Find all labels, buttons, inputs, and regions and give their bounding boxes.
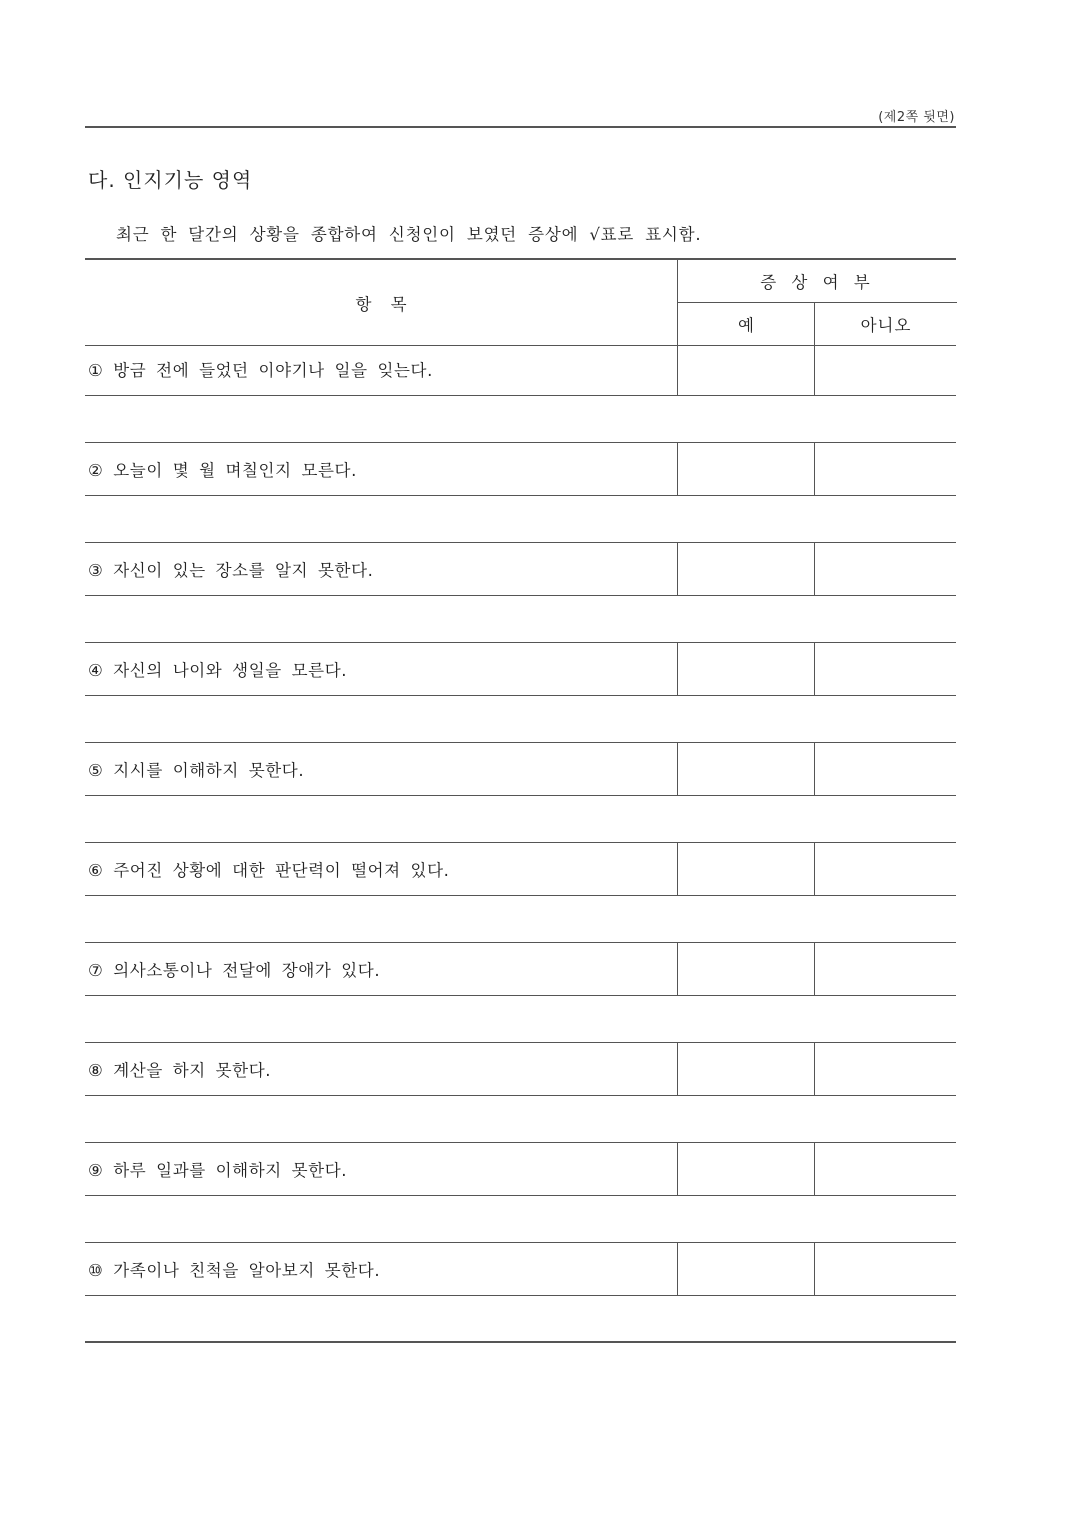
yes-checkbox-cell[interactable] <box>677 743 815 795</box>
checklist-row <box>85 1042 956 1096</box>
no-checkbox-cell[interactable] <box>814 643 956 695</box>
page-label: (제2쪽 뒷면) <box>878 110 955 125</box>
header-symptom: 증 상 여 부 <box>678 260 957 303</box>
no-checkbox-cell[interactable] <box>814 743 956 795</box>
section-title: 다. 인지기능 영역 <box>88 168 253 192</box>
checklist-item-text: ⑩ 가족이나 친척을 알아보지 못한다. <box>88 1261 381 1280</box>
header-item: 항 목 <box>355 294 407 314</box>
yes-checkbox-cell[interactable] <box>677 543 815 595</box>
checklist-item-text: ② 오늘이 몇 월 며칠인지 모른다. <box>88 461 357 480</box>
yes-checkbox-cell[interactable] <box>677 943 815 995</box>
checklist-item-text: ③ 자신이 있는 장소를 알지 못한다. <box>88 561 374 580</box>
checklist-row <box>85 942 956 996</box>
header-no: 아니오 <box>860 316 912 335</box>
no-checkbox-cell[interactable] <box>814 543 956 595</box>
yes-checkbox-cell[interactable] <box>677 843 815 895</box>
checklist-item-text: ⑤ 지시를 이해하지 못한다. <box>88 761 305 780</box>
table-header <box>85 258 956 346</box>
no-checkbox-cell[interactable] <box>814 1243 956 1295</box>
checklist-row <box>85 542 956 596</box>
checklist-item-text: ④ 자신의 나이와 생일을 모른다. <box>88 661 348 680</box>
yes-checkbox-cell[interactable] <box>677 1043 815 1095</box>
checklist-row <box>85 1142 956 1196</box>
checklist-row <box>85 842 956 896</box>
checklist-item-text: ⑦ 의사소통이나 전달에 장애가 있다. <box>88 961 381 980</box>
no-checkbox-cell[interactable] <box>814 343 956 395</box>
yes-checkbox-cell[interactable] <box>677 1243 815 1295</box>
no-checkbox-cell[interactable] <box>814 843 956 895</box>
checklist-row <box>85 742 956 796</box>
instruction-text: 최근 한 달간의 상황을 종합하여 신청인이 보였던 증상에 √표로 표시함. <box>116 225 702 244</box>
checklist-row <box>85 642 956 696</box>
top-rule <box>85 126 956 128</box>
checklist-row <box>85 343 956 396</box>
header-symptom-group <box>677 260 957 345</box>
yes-checkbox-cell[interactable] <box>677 343 815 395</box>
checklist-item-text: ⑨ 하루 일과를 이해하지 못한다. <box>88 1161 348 1180</box>
checklist-item-text: ⑧ 계산을 하지 못한다. <box>88 1061 272 1080</box>
yes-checkbox-cell[interactable] <box>677 443 815 495</box>
no-checkbox-cell[interactable] <box>814 443 956 495</box>
checklist-item-text: ① 방금 전에 들었던 이야기나 일을 잊는다. <box>88 361 433 380</box>
header-yes: 예 <box>678 303 815 345</box>
no-checkbox-cell[interactable] <box>814 1143 956 1195</box>
yes-checkbox-cell[interactable] <box>677 643 815 695</box>
checklist-row <box>85 442 956 496</box>
no-checkbox-cell[interactable] <box>814 1043 956 1095</box>
no-checkbox-cell[interactable] <box>814 943 956 995</box>
yes-checkbox-cell[interactable] <box>677 1143 815 1195</box>
bottom-rule <box>85 1341 956 1343</box>
checklist-row <box>85 1242 956 1296</box>
checklist-item-text: ⑥ 주어진 상황에 대한 판단력이 떨어져 있다. <box>88 861 450 880</box>
